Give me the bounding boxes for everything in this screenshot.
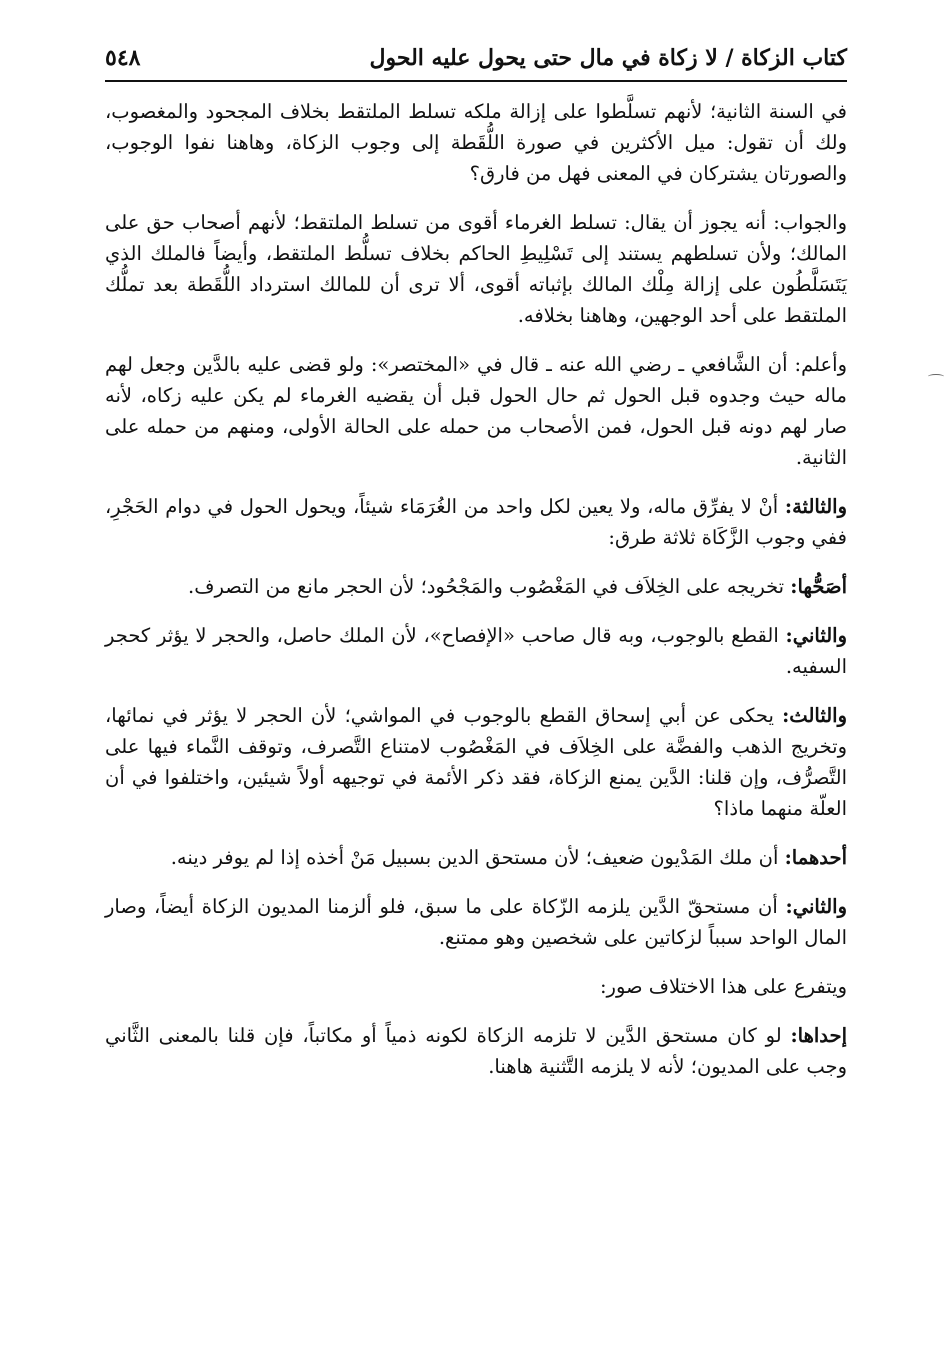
running-title: كتاب الزكاة / لا زكاة في مال حتى يحول عليه الحول xyxy=(369,45,847,71)
paragraph-3 xyxy=(105,349,847,473)
paragraph-lead: أصَحُّها: xyxy=(790,575,847,598)
paragraph-text: تخريجه على الخِلاَف في المَغْصُوب والمَجْحُود؛ لأن الحجر مانع من التصرف. xyxy=(188,575,791,598)
paragraph-lead: إحداها: xyxy=(790,1024,847,1047)
paragraph-2 xyxy=(105,207,847,331)
paragraph-1 xyxy=(105,96,847,189)
paragraph-5 xyxy=(105,571,847,602)
paragraph-lead: والثالث: xyxy=(782,704,847,727)
paragraph-8 xyxy=(105,842,847,873)
paragraph-text: وأعلم: أن الشَّافعي ـ رضي الله عنه ـ قال في «المختصر»: ولو قضى عليه بالدَّين وجعل لهم ماله حيث وجدوه قبل الحول ثم حال الحول قبل أن يقضيه الغرماء لم يكن عليه زكاه، لأنه صار لهم دونه قبل الحول، فمن الأصحاب من حمله على الحالة الأولى، ومنهم من حمله على الثانية. xyxy=(105,353,847,469)
paragraph-lead: والثالثة: xyxy=(784,495,847,518)
paragraph-text: أنْ لا يفرِّق ماله، ولا يعين لكل واحد من الغُرَمَاء شيئاً، ويحول الحول في دوام الحَجْرِ، ففي وجوب الزَّكَاة ثلاثة طرق: xyxy=(105,495,847,549)
paragraph-text: يحكى عن أبي إسحاق القطع بالوجوب في المواشي؛ لأن الحجر لا يؤثر في نمائها، وتخريج الذهب والفضَّة على الخِلاَف في المَغْصُوب لامتناع التَّصرف، وتوقف النَّماء فيها على التَّصرُّف، وإن قلنا: الدَّين يمنع الزكاة، فقد ذكر الأئمة في توجيهه أولاً شيئين، واختلفوا في أن العلّة منهما ماذا؟ xyxy=(105,704,847,820)
paragraph-lead: أحدهما: xyxy=(784,846,847,869)
paragraph-lead: والثاني: xyxy=(785,895,847,918)
paragraph-4 xyxy=(105,491,847,553)
paragraph-10 xyxy=(105,971,847,1002)
page-number: ٥٤٨ xyxy=(105,45,141,71)
page-body xyxy=(105,96,847,1100)
paragraph-text: أن ملك المَدْيون ضعيف؛ لأن مستحق الدين بسبيل مَنْ أخذه إذا لم يوفر دينه. xyxy=(170,846,785,869)
paragraph-7 xyxy=(105,700,847,824)
paragraph-9 xyxy=(105,891,847,953)
paragraph-text: القطع بالوجوب، وبه قال صاحب «الإفصاح»، لأن الملك حاصل، والحجر لا يؤثر كحجر السفيه. xyxy=(105,624,847,678)
paragraph-text: ويتفرع على هذا الاختلاف صور: xyxy=(599,975,847,998)
paragraph-text: لو كان مستحق الدَّين لا تلزمه الزكاة لكونه ذمياً أو مكاتباً، فإن قلنا بالمعنى الثَّاني وجب على المديون؛ لأنه لا يلزمه التَّثنية هاهنا. xyxy=(105,1024,847,1078)
paragraph-text: أن مستحقّ الدَّين يلزمه الزّكاة على ما سبق، فلو ألزمنا المديون الزكاة أيضاً، وصار المال الواحد سبباً لزكاتين على شخصين وهو ممتنع. xyxy=(105,895,847,949)
page-header xyxy=(105,38,847,78)
paragraph-text: والجواب: أنه يجوز أن يقال: تسلط الغرماء أقوى من تسلط الملتقط؛ لأنهم أصحاب حق على المالك؛ ولأن تسلطهم يستند إلى تَسْلِيطِ الحاكم بخلاف تسلُّط الملتقط، وأيضاً فالملك الذي يَتَسَلَّطُون على إزالة مِلْك المالك بإثباته أقوى، ألا ترى أن للمالك استرداد اللُّقَطة بعد تملُّك الملتقط على أحد الوجهين، وهاهنا بخلافه. xyxy=(105,211,847,327)
header-rule xyxy=(105,80,847,82)
margin-mark xyxy=(928,374,944,379)
paragraph-text: في السنة الثانية؛ لأنهم تسلَّطوا على إزالة ملكه تسلط الملتقط بخلاف المجحود والمغصوب، ولك أن تقول: ميل الأكثرين في صورة اللُّقَطة إلى وجوب الزكاة، وهاهنا نفوا الوجوب، والصورتان يشتركان في المعنى فهل من فارق؟ xyxy=(105,100,847,185)
paragraph-6 xyxy=(105,620,847,682)
paragraph-lead: والثاني: xyxy=(785,624,847,647)
paragraph-11 xyxy=(105,1020,847,1082)
